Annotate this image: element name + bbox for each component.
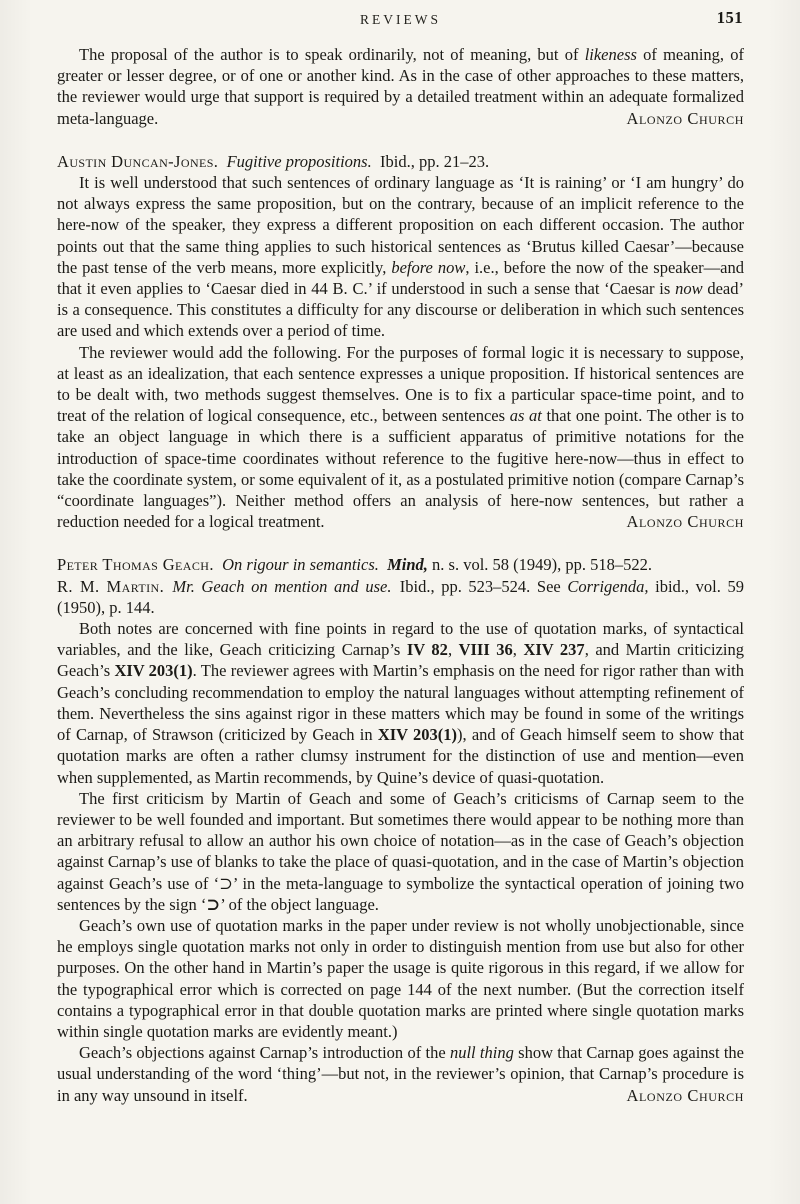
text-segment-n: that one point. The other is to take an object language in which there is a sufficient apparatus of primitive notations for the introduction of space-time coordinates without reference to the fugitive here-now—thus in effect to take the coordinate system, or some equivalent of it, as a postulated primitive notion (compare Carnap’s “coordinate languages”). Neither method offers an analysis of here-now sentences, but rather a reduction needed for a logical treatment.: [57, 406, 744, 532]
text-segment-n: The proposal of the author is to speak ordinarily, not of meaning, but of: [79, 45, 585, 64]
text-segment-n: [379, 555, 387, 574]
text-segment-n: dead’ is a consequence. This constitutes a difficulty for any discourse or deliberation in which such sentences are used and which extends over a period of time.: [57, 279, 744, 341]
text-segment-n: ,: [512, 640, 524, 660]
review-heading: [57, 554, 744, 575]
text-segment-n: of meaning, of greater or lesser degree, or of one or another kind. As in the case of other approaches to these matters, the reviewer would urge that support is required by a detailed treatment within an adequate formalized meta-language.: [57, 45, 744, 128]
text-segment-sc: R. M. Martin.: [57, 576, 165, 596]
review-entry-geach-martin-rigour-in-semantics: [57, 554, 744, 1105]
review-entry-church-likeness-of-meaning-continuation: [57, 44, 744, 129]
text-segment-i: now: [675, 279, 703, 299]
page-header: [57, 8, 744, 26]
text-segment-n: , and Martin criticizing Geach’s: [57, 640, 744, 681]
text-segment-b: XIV 203(1): [377, 725, 458, 745]
text-segment-i: Fugitive propositions.: [226, 151, 372, 171]
review-paragraph: [57, 618, 744, 788]
review-paragraph: [57, 172, 744, 342]
text-segment-i: likeness: [584, 45, 637, 64]
text-segment-i: On rigour in semantics.: [222, 555, 379, 575]
review-heading: [57, 151, 744, 172]
text-segment-n: It is well understood that such sentences of ordinary language as ‘It is raining’ or ‘I am hungry’ do not always express the same proposition, but on the contrary, because of an implicit reference to the here-now of the speaker, they express a different proposition on each different occasion. The author points out that the same thing applies to such historical sentences as ‘Brutus killed Caesar’—because the past tense of the verb means, more explicitly,: [57, 173, 744, 277]
review-paragraph: [57, 1042, 744, 1106]
text-segment-b: XIV 237: [523, 640, 585, 660]
text-segment-sc: Austin Duncan-Jones.: [57, 151, 219, 171]
text-segment-n: ibid., vol. 59 (1950), p. 144.: [57, 576, 744, 617]
text-segment-n: Ibid., pp. 21–23.: [371, 151, 490, 171]
text-segment-b: ⊃: [206, 894, 221, 914]
reviewer-signature: Alonzo Church: [626, 108, 744, 128]
text-segment-sc: Peter Thomas Geach.: [57, 555, 214, 575]
text-segment-i: Mr. Geach on mention and use.: [172, 576, 392, 596]
review-paragraph: [57, 915, 744, 1042]
text-segment-n: Both notes are concerned with fine points in regard to the use of quotation marks, of syntactical variables, and the like, Geach criticizing Carnap’s: [57, 619, 744, 660]
text-segment-i: null thing: [449, 1043, 514, 1063]
text-segment-i: Corrigenda,: [567, 576, 649, 596]
text-segment-n: [218, 152, 226, 171]
text-segment-b: XIV 203(1): [114, 661, 193, 681]
text-segment-n: Ibid., pp. 523–524. See: [391, 576, 568, 596]
review-paragraph: [57, 44, 744, 129]
text-segment-n: [214, 555, 222, 574]
running-title: REVIEWS: [360, 12, 441, 27]
review-heading: [57, 576, 744, 618]
reviewer-signature: Alonzo Church: [626, 512, 744, 532]
text-segment-n: The reviewer would add the following. For the purposes of formal logic it is necessary to suppose, at least as an idealization, that each sentence expresses a unique proposition. If historical sentences are to be dealt with, two methods suggest themselves. One is to fix a particular space-time point, and to treat of the relation of logical consequence, etc., between sentences: [57, 342, 744, 426]
text-segment-n: The first criticism by Martin of Geach and some of Geach’s criticisms of Carnap seem to the reviewer to be well founded and important. But sometimes there would appear to be nothing more than an arbitrary refusal to allow an author his own choice of notation—as in the case of Geach’s objection against Carnap’s use of blanks to take the place of quasi-quotation, and in the case of Martin’s objection against Geach’s use of ‘⊃’ in the meta-language to symbolize the syntactical operation of joining two sentences by the sign ‘: [57, 788, 744, 914]
reviews-body: [57, 44, 744, 1106]
text-segment-n: ’ of the object language.: [220, 894, 379, 914]
text-segment-n: ,: [447, 640, 459, 660]
text-segment-n: n. s. vol. 58 (1949), pp. 518–522.: [427, 555, 653, 575]
text-segment-i: before now: [391, 257, 466, 277]
text-segment-n: Geach’s own use of quotation marks in the paper under review is not wholly unobjectionable, since he employs single quotation marks not only in order to distinguish mention from use but also for other purposes. On the other hand in Martin’s paper the usage is quite rigorous in this regard, if we allow for the typographical error which is corrected on page 144 of the next number. (But the correction itself contains a typographical error in that double quotation marks are printed where single quotation marks within single quotation marks are evidently meant.): [57, 915, 744, 1041]
reviewer-signature: Alonzo Church: [626, 1085, 744, 1105]
text-segment-n: show that Carnap goes against the usual understanding of the word ‘thing’—but not, in the reviewer’s opinion, that Carnap’s procedure is in any way unsound in itself.: [57, 1043, 744, 1105]
review-paragraph: [57, 788, 744, 915]
text-segment-n: Geach’s objections against Carnap’s introduction of the: [79, 1043, 450, 1063]
text-segment-b: VIII 36: [458, 640, 513, 660]
text-segment-n: . The reviewer agrees with Martin’s emphasis on the need for rigor rather than with Geach’s concluding recommendation to employ the natural languages without attempting refinement of them. Nevertheless the sins against rigor in these matters which may be found in some of the writings of Carnap, of Strawson (criticized by Geach in: [57, 661, 744, 745]
page-number: 151: [716, 8, 743, 27]
review-paragraph: [57, 342, 744, 533]
review-entry-duncan-jones-fugitive-propositions: [57, 151, 744, 533]
text-segment-b: IV 82: [406, 640, 448, 660]
text-segment-bi: Mind,: [387, 555, 428, 575]
text-segment-n: , i.e., before the now of the speaker—and that it even applies to ‘Caesar died in 44 B. C.’ if understood in such a sense that ‘Caesar is: [57, 257, 745, 299]
text-segment-n: ), and of Geach himself seem to show that quotation marks are often a rather clumsy instrument for the distinction of use and mention—even when supplemented, as Martin recommends, by Quine’s device of quasi-quotation.: [57, 725, 744, 787]
text-segment-i: as at: [509, 406, 542, 426]
